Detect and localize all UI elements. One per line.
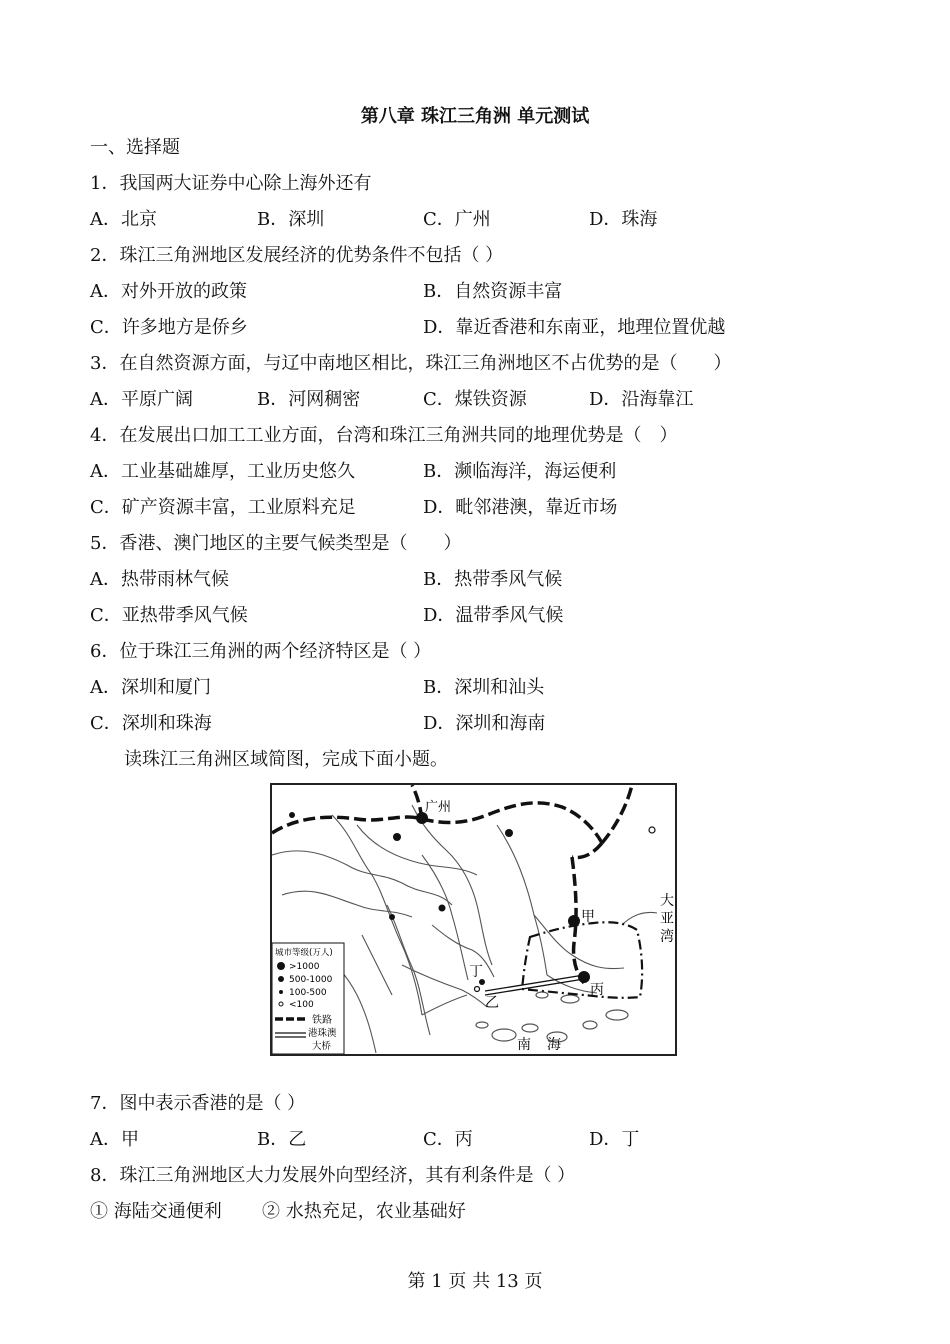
- question-6-option-b: B．深圳和汕头: [423, 677, 545, 698]
- question-5-option-a: A．热带雨林气候: [90, 569, 229, 590]
- city-dot: [389, 914, 395, 920]
- legend-dot-2: [278, 976, 284, 982]
- question-1-option-a: A．北京: [90, 209, 157, 230]
- question-3-stem: 3．在自然资源方面，与辽中南地区相比，珠江三角洲地区不占优势的是（ ）: [90, 353, 732, 374]
- label-bing: 丙: [590, 982, 604, 998]
- question-4-option-c: C．矿产资源丰富，工业原料充足: [90, 497, 356, 518]
- question-1-option-c: C．广州: [423, 209, 491, 230]
- hongkong-zhuhai-macao-bridge: [485, 975, 584, 995]
- question-1-option-d: D．珠海: [589, 209, 658, 230]
- question-5-option-c: C．亚热带季风气候: [90, 605, 248, 626]
- label-bay-3: 湾: [660, 929, 674, 945]
- question-4-stem: 4．在发展出口加工工业方面，台湾和珠江三角洲共同的地理优势是（ ）: [90, 425, 678, 446]
- legend-item-4: <100: [289, 1000, 314, 1010]
- city-small-dot: [649, 827, 655, 833]
- legend-bridge-1: 港珠澳: [308, 1028, 337, 1039]
- legend-dot-1: [277, 962, 285, 970]
- city-dot: [289, 812, 295, 818]
- question-2-option-c: C．许多地方是侨乡: [90, 317, 248, 338]
- question-2-option-a: A．对外开放的政策: [90, 281, 247, 302]
- label-yi: 乙: [485, 995, 499, 1011]
- pearl-river-delta-map: [270, 783, 677, 1056]
- question-2-stem: 2．珠江三角洲地区发展经济的优势条件不包括（ ）: [90, 245, 504, 266]
- question-3-option-d: D．沿海靠江: [589, 389, 694, 410]
- city-bing-dot: [578, 971, 590, 983]
- question-5-stem: 5．香港、澳门地区的主要气候类型是（ ）: [90, 533, 462, 554]
- question-4-option-b: B．濒临海洋，海运便利: [423, 461, 617, 482]
- map-svg: [272, 785, 675, 1054]
- question-5-option-b: B．热带季风气候: [423, 569, 563, 590]
- question-7-option-c: C．丙: [423, 1129, 473, 1150]
- question-6-stem: 6．位于珠江三角洲的两个经济特区是（ ）: [90, 641, 432, 662]
- question-7-option-d: D．丁: [589, 1129, 640, 1150]
- page-title: 第八章 珠江三角洲 单元测试: [360, 106, 590, 127]
- city-dot: [439, 905, 446, 912]
- label-guangzhou: 广州: [425, 800, 452, 815]
- legend-item-1: >1000: [289, 962, 320, 972]
- label-jia: 甲: [581, 909, 595, 925]
- map-legend: [272, 943, 344, 1054]
- question-1-option-b: B．深圳: [257, 209, 325, 230]
- legend-dot-4: [279, 1002, 283, 1006]
- question-4-option-d: D．毗邻港澳，靠近市场: [423, 497, 618, 518]
- question-7-stem: 7．图中表示香港的是（ ）: [90, 1093, 306, 1114]
- city-dot: [505, 829, 513, 837]
- section-heading: 一、选择题: [90, 137, 180, 158]
- map-intro: 读珠江三角洲区域简图，完成下面小题。: [124, 749, 448, 770]
- question-2-option-b: B．自然资源丰富: [423, 281, 563, 302]
- question-3-option-b: B．河网稠密: [257, 389, 361, 410]
- question-7-option-b: B．乙: [257, 1129, 307, 1150]
- label-bay-2: 亚: [660, 911, 674, 927]
- question-2-option-d: D．靠近香港和东南亚，地理位置优越: [423, 317, 726, 338]
- question-7-option-a: A．甲: [90, 1129, 139, 1150]
- question-8-stem: 8．珠江三角洲地区大力发展外向型经济，其有利条件是（ ）: [90, 1165, 576, 1186]
- city-small-dot: [475, 987, 480, 992]
- legend-title: 城市等级(万人): [275, 948, 333, 958]
- question-6-option-a: A．深圳和厦门: [90, 677, 211, 698]
- legend-rail: 铁路: [312, 1015, 332, 1026]
- city-dot: [393, 833, 401, 841]
- question-1-stem: 1．我国两大证券中心除上海外还有: [90, 173, 372, 194]
- legend-dot-3: [279, 990, 283, 994]
- question-5-option-d: D．温带季风气候: [423, 605, 564, 626]
- page-footer: 第 1 页 共 13 页: [407, 1271, 543, 1292]
- label-bay-1: 大: [660, 893, 674, 909]
- legend-item-2: 500-1000: [289, 975, 333, 985]
- question-4-option-a: A．工业基础雄厚，工业历史悠久: [90, 461, 355, 482]
- question-6-option-c: C．深圳和珠海: [90, 713, 212, 734]
- question-3-option-c: C．煤铁资源: [423, 389, 527, 410]
- question-3-option-a: A．平原广阔: [90, 389, 193, 410]
- question-8-option-1: ① 海陆交通便利: [90, 1201, 222, 1222]
- label-sea-1: 南: [517, 1037, 531, 1053]
- legend-item-3: 100-500: [289, 988, 327, 998]
- question-6-option-d: D．深圳和海南: [423, 713, 546, 734]
- legend-bridge-2: 大桥: [312, 1041, 332, 1052]
- question-8-option-2: ② 水热充足，农业基础好: [262, 1201, 466, 1222]
- city-jia-dot: [568, 915, 580, 927]
- label-ding: 丁: [469, 964, 483, 980]
- label-sea-2: 海: [547, 1037, 561, 1053]
